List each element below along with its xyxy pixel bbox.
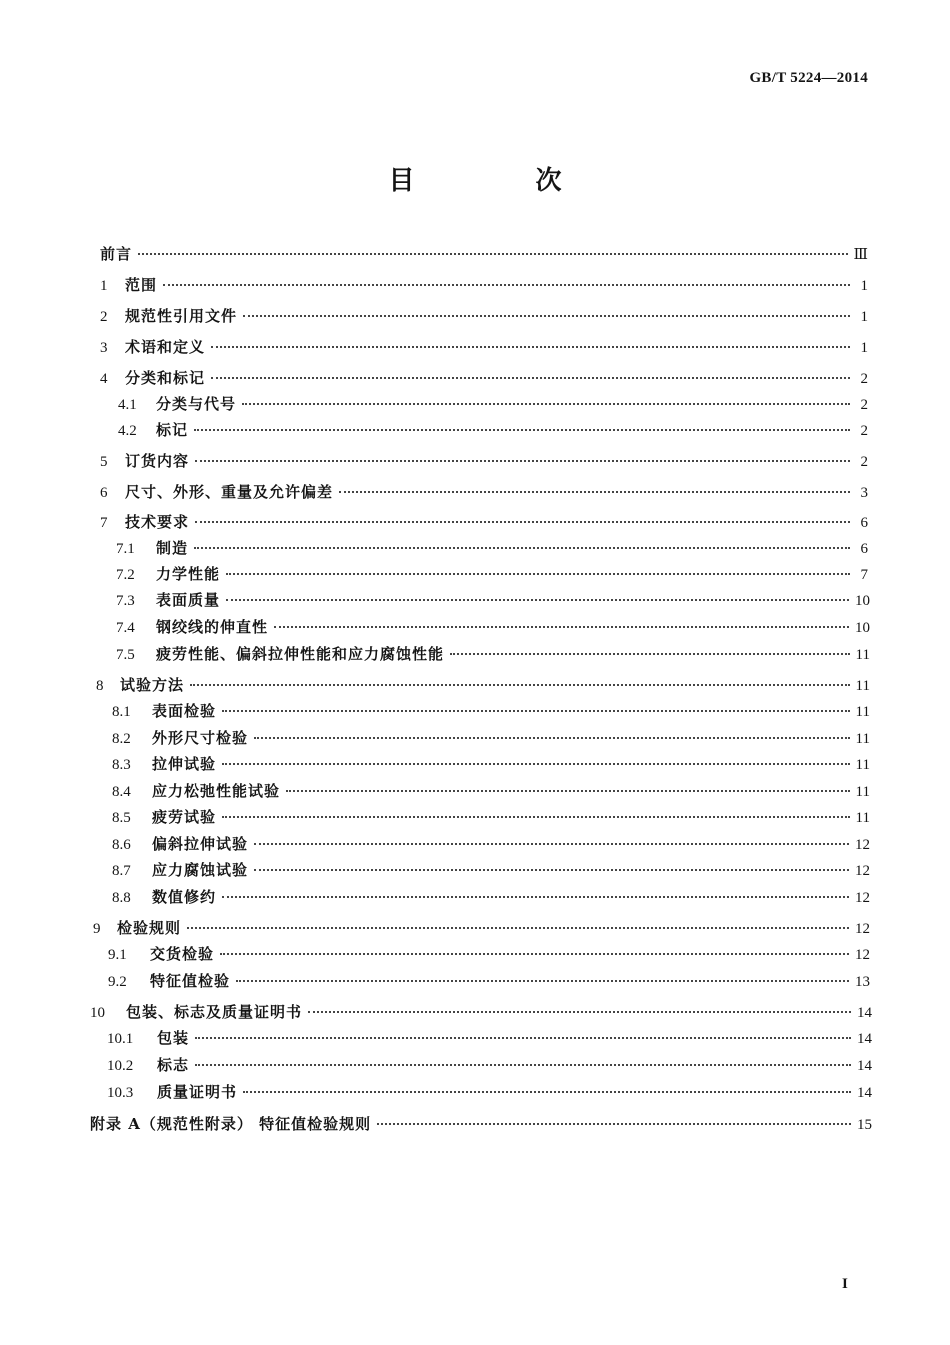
toc-entry-number: 7.3: [116, 593, 135, 609]
toc-entry-page: 11: [855, 647, 870, 663]
toc-entry-title: 检验规则: [117, 919, 182, 937]
toc-entry-page: 14: [857, 1031, 872, 1047]
toc-entry[interactable]: [112, 781, 870, 802]
toc-entry[interactable]: [100, 512, 868, 533]
toc-leader-dots: [211, 346, 850, 348]
toc-entry[interactable]: [112, 807, 870, 828]
toc-entry-number: 9.2: [108, 974, 127, 990]
toc-entry-page: 11: [855, 784, 870, 800]
toc-entry[interactable]: [112, 860, 870, 881]
toc-entry-title: 包装: [157, 1029, 190, 1047]
toc-leader-dots: [222, 763, 850, 765]
toc-entry-title: 数值修约: [152, 888, 217, 906]
toc-entry-page: 11: [855, 731, 870, 747]
toc-entry-title: 范围: [125, 276, 158, 294]
toc-entry-page: 11: [855, 678, 870, 694]
toc-entry-title: 应力腐蚀试验: [152, 861, 249, 879]
toc-entry-page: 13: [855, 974, 870, 990]
toc-entry[interactable]: [107, 1055, 872, 1076]
toc-entry[interactable]: [116, 538, 868, 559]
toc-entry-title: 试验方法: [120, 676, 185, 694]
toc-entry[interactable]: [108, 971, 870, 992]
toc-leader-dots: [254, 737, 850, 739]
toc-entry-title: 钢绞线的伸直性: [156, 618, 269, 636]
toc-leader-dots: [190, 684, 850, 686]
toc-entry-number: 10.3: [107, 1085, 134, 1101]
toc-entry-page: 2: [860, 454, 868, 470]
toc-leader-dots: [450, 653, 850, 655]
toc-entry-title: 标记: [156, 421, 189, 439]
toc-entry-number: 8.8: [112, 890, 131, 906]
toc-entry[interactable]: [100, 275, 868, 296]
toc-leader-dots: [194, 547, 850, 549]
toc-entry-title: 表面质量: [156, 591, 221, 609]
toc-leader-dots: [254, 843, 849, 845]
toc-entry[interactable]: [112, 887, 870, 908]
toc-entry-page: 1: [860, 278, 868, 294]
toc-entry-number: 8.3: [112, 757, 131, 773]
toc-entry-number: 8.7: [112, 863, 131, 879]
toc-entry-title: 交货检验: [150, 945, 215, 963]
toc-entry-title: 标志: [157, 1056, 190, 1074]
toc-leader-dots: [222, 896, 849, 898]
toc-leader-dots: [242, 403, 850, 405]
toc-entry-title: 偏斜拉伸试验: [152, 835, 249, 853]
toc-entry-number: 10.2: [107, 1058, 134, 1074]
toc-entry-title: 分类和标记: [125, 369, 206, 387]
toc-entry[interactable]: [112, 834, 870, 855]
toc-leader-dots: [138, 253, 848, 255]
toc-leader-dots: [377, 1123, 851, 1125]
toc-leader-dots: [195, 1064, 851, 1066]
toc-entry[interactable]: [116, 644, 870, 665]
toc-entry-page: 12: [855, 863, 870, 879]
toc-leader-dots: [222, 710, 850, 712]
standard-code: GB/T 5224—2014: [749, 70, 868, 86]
toc-entry-number: 10: [90, 1005, 105, 1021]
toc-entry-title: 疲劳性能、偏斜拉伸性能和应力腐蚀性能: [156, 645, 445, 663]
toc-entry-number: 3: [100, 340, 108, 356]
toc-entry-title: 力学性能: [156, 565, 221, 583]
toc-entry-page: 12: [855, 921, 870, 937]
toc-entry[interactable]: [112, 754, 870, 775]
toc-entry-title: 尺寸、外形、重量及允许偏差: [125, 483, 334, 501]
toc-leader-dots: [194, 429, 850, 431]
toc-entry-page: 3: [860, 485, 868, 501]
toc-entry-title: 应力松弛性能试验: [152, 782, 281, 800]
toc-entry[interactable]: [107, 1028, 872, 1049]
toc-leader-dots: [187, 927, 849, 929]
page-number: I: [842, 1276, 848, 1292]
toc-entry[interactable]: [100, 306, 868, 327]
toc-entry[interactable]: [107, 1082, 872, 1103]
toc-entry-page: 2: [860, 371, 868, 387]
toc-entry-page: 12: [855, 837, 870, 853]
toc-entry[interactable]: [100, 337, 868, 358]
toc-entry-title: 外形尺寸检验: [152, 729, 249, 747]
toc-entry-title: 特征值检验: [150, 972, 231, 990]
toc-entry-title: 前言: [100, 245, 133, 263]
toc-entry-number: 4.1: [118, 397, 137, 413]
toc-entry-number: 9: [93, 921, 101, 937]
toc-entry-page: 10: [855, 620, 870, 636]
toc-entry-number: 8.1: [112, 704, 131, 720]
toc-entry-title: 疲劳试验: [152, 808, 217, 826]
toc-leader-dots: [226, 599, 849, 601]
toc-entry-page: 6: [860, 515, 868, 531]
toc-entry-number: 7.1: [116, 541, 135, 557]
toc-entry[interactable]: [118, 420, 868, 441]
toc-entry-number: 4.2: [118, 423, 137, 439]
toc-entry-number: 2: [100, 309, 108, 325]
toc-leader-dots: [211, 377, 850, 379]
toc-entry-page: 15: [857, 1117, 872, 1133]
toc-leader-dots: [243, 1091, 851, 1093]
toc-leader-dots: [308, 1011, 851, 1013]
toc-entry-page: 12: [855, 947, 870, 963]
toc-entry[interactable]: [93, 918, 870, 939]
toc-entry-page: 2: [860, 397, 868, 413]
toc-entry-title: 规范性引用文件: [125, 307, 238, 325]
toc-entry-page: 14: [857, 1005, 872, 1021]
toc-entry-title: 附录 A（规范性附录） 特征值检验规则: [90, 1115, 372, 1133]
toc-entry[interactable]: [90, 1002, 872, 1023]
toc-leader-dots: [254, 869, 849, 871]
toc-entry-title: 订货内容: [125, 452, 190, 470]
toc-leader-dots: [163, 284, 850, 286]
toc-entry-page: 12: [855, 890, 870, 906]
toc-entry-title: 制造: [156, 539, 189, 557]
toc-entry[interactable]: [116, 564, 868, 585]
toc-entry-title: 拉伸试验: [152, 755, 217, 773]
toc-entry-title: 质量证明书: [157, 1083, 238, 1101]
toc-entry[interactable]: [116, 617, 870, 638]
toc-entry-page: 11: [855, 704, 870, 720]
toc-entry[interactable]: [112, 701, 870, 722]
toc-entry-number: 7.4: [116, 620, 135, 636]
toc-entry[interactable]: [112, 728, 870, 749]
page-title: 目 次: [388, 166, 618, 196]
toc-leader-dots: [220, 953, 849, 955]
toc-entry-page: 2: [860, 423, 868, 439]
toc-entry-title: 技术要求: [125, 513, 190, 531]
toc-entry-page: 11: [855, 757, 870, 773]
toc-leader-dots: [243, 315, 850, 317]
toc-entry-annex-a[interactable]: [90, 1114, 872, 1135]
toc-leader-dots: [286, 790, 850, 792]
toc-leader-dots: [339, 491, 850, 493]
toc-entry-number: 9.1: [108, 947, 127, 963]
toc-entry-number: 7.5: [116, 647, 135, 663]
toc-entry-number: 8: [96, 678, 104, 694]
toc-entry[interactable]: [108, 944, 870, 965]
toc-entry-page: 7: [860, 567, 868, 583]
toc-entry-page: 6: [860, 541, 868, 557]
toc-entry-number: 8.5: [112, 810, 131, 826]
toc-entry-page: Ⅲ: [853, 247, 868, 263]
toc-leader-dots: [222, 816, 850, 818]
toc-entry-number: 1: [100, 278, 108, 294]
toc-entry-number: 4: [100, 371, 108, 387]
toc-entry-number: 5: [100, 454, 108, 470]
toc-leader-dots: [195, 521, 850, 523]
toc-entry[interactable]: [100, 368, 868, 389]
toc-entry-number: 10.1: [107, 1031, 134, 1047]
toc-leader-dots: [226, 573, 850, 575]
toc-entry[interactable]: [100, 482, 868, 503]
toc-entry-number: 8.6: [112, 837, 131, 853]
toc-entry-page: 1: [860, 309, 868, 325]
toc-entry-page: 10: [855, 593, 870, 609]
toc-leader-dots: [236, 980, 849, 982]
toc-leader-dots: [195, 1037, 851, 1039]
toc-entry-number: 7: [100, 515, 108, 531]
toc-entry-number: 8.2: [112, 731, 131, 747]
toc-entry-title: 包装、标志及质量证明书: [126, 1003, 303, 1021]
toc-entry[interactable]: [96, 675, 870, 696]
toc-entry-title: 表面检验: [152, 702, 217, 720]
toc-entry-page: 14: [857, 1058, 872, 1074]
toc-entry[interactable]: [100, 451, 868, 472]
toc-entry-preface[interactable]: [100, 244, 868, 265]
toc-leader-dots: [274, 626, 849, 628]
toc-entry-title: 术语和定义: [125, 338, 206, 356]
toc-entry-number: 6: [100, 485, 108, 501]
toc-entry-number: 7.2: [116, 567, 135, 583]
toc-entry[interactable]: [116, 590, 870, 611]
toc-entry-page: 14: [857, 1085, 872, 1101]
toc-entry[interactable]: [118, 394, 868, 415]
toc-entry-page: 1: [860, 340, 868, 356]
toc-entry-page: 11: [855, 810, 870, 826]
toc-entry-title: 分类与代号: [156, 395, 237, 413]
toc-entry-number: 8.4: [112, 784, 131, 800]
toc-leader-dots: [195, 460, 850, 462]
